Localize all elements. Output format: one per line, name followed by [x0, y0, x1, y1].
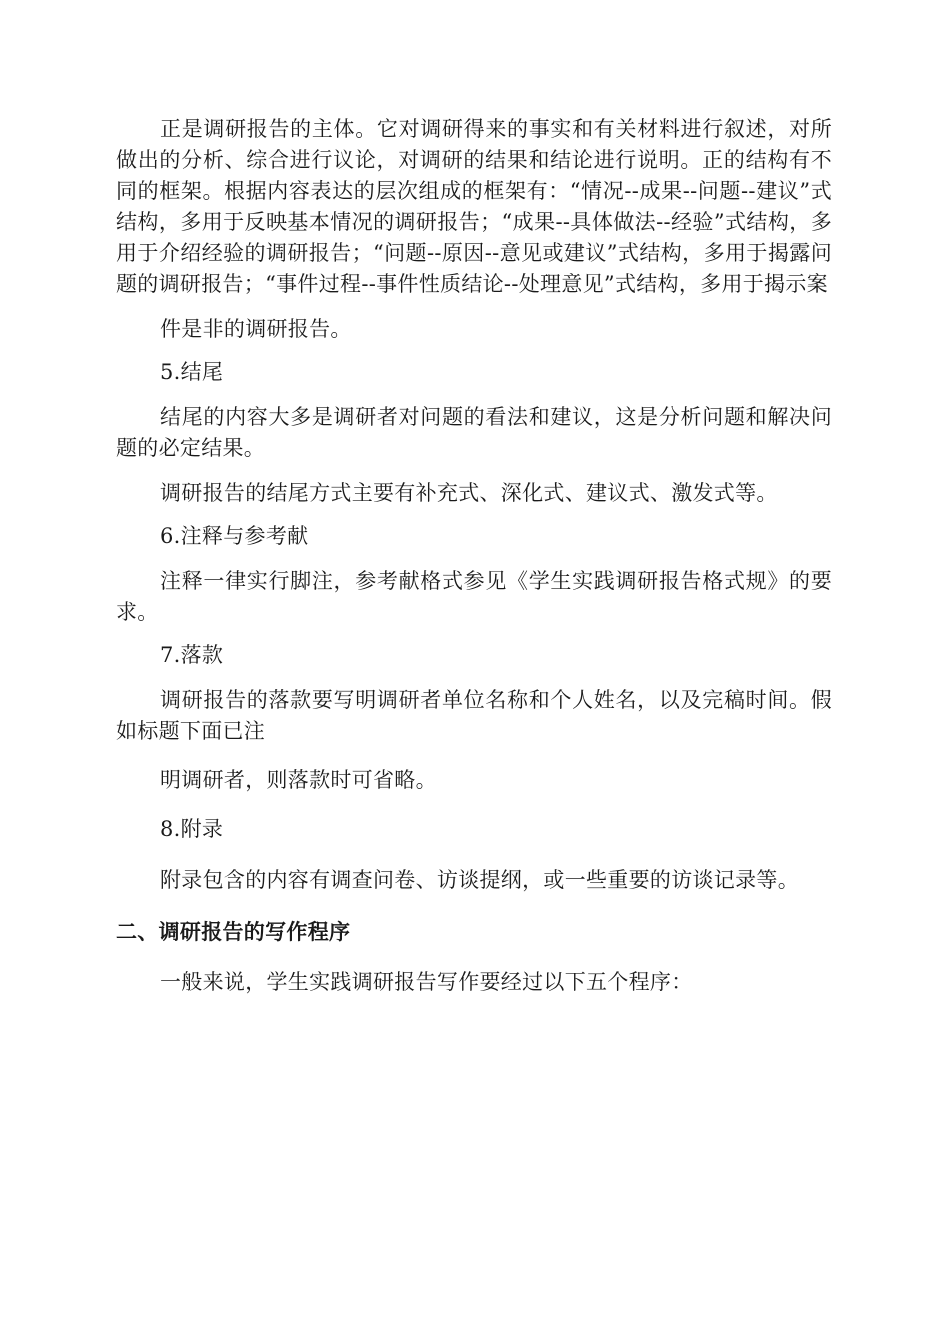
document-page	[116, 114, 832, 998]
subsection-title-signature: 7.落款	[160, 643, 224, 667]
body-paragraph-appendix: 附录包含的内容有调查问卷、访谈提纲，或一些重要的访谈记录等。	[160, 868, 799, 892]
body-paragraph-signature: 调研报告的落款要写明调研者单位名称和个人姓名，以及完稿时间。假如标题下面已注	[116, 688, 832, 743]
subsection-title-ending: 5.结尾	[160, 360, 224, 384]
body-paragraph-structure: 正是调研报告的主体。它对调研得来的事实和有关材料进行叙述，对所做出的分析、综合进行议论，对调研的结果和结论进行说明。正的结构有不同的框架。根据内容表达的层次组成的框架有：“情况--成果--问题--建议”式结构，多用于反映基本情况的调研报告；“成果--具体做法--经验”式结构，多用于介绍经验的调研报告；“问题--原因--意见或建议”式结构，多用于揭露问题的调研报告；“事件过程--事件性质结论--处理意见”式结构，多用于揭示案	[116, 117, 832, 296]
body-paragraph-ending-content: 结尾的内容大多是调研者对问题的看法和建议，这是分析问题和解决问题的必定结果。	[116, 405, 832, 460]
body-paragraph-signature-continuation: 明调研者，则落款时可省略。	[160, 768, 437, 792]
section-heading-writing-procedure: 二、调研报告的写作程序	[116, 919, 351, 944]
body-paragraph-notes: 注释一律实行脚注，参考献格式参见《学生实践调研报告格式规》的要求。	[116, 569, 832, 624]
body-paragraph-procedure-intro: 一般来说，学生实践调研报告写作要经过以下五个程序：	[160, 970, 693, 994]
body-paragraph-continuation: 件是非的调研报告。	[160, 317, 352, 341]
subsection-title-notes: 6.注释与参考献	[160, 524, 309, 548]
body-paragraph-ending-methods: 调研报告的结尾方式主要有补充式、深化式、建议式、激发式等。	[160, 481, 778, 505]
subsection-title-appendix: 8.附录	[160, 817, 224, 841]
